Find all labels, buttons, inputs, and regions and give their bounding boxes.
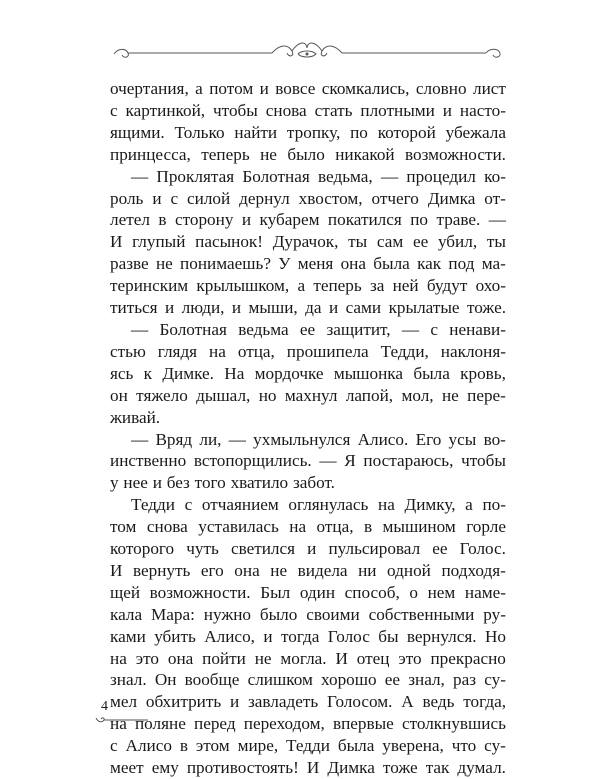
text-line: И глупый пасынок! Дурачок, ты сам ее убил, ты [110, 232, 506, 252]
text-line: — Вряд ли, — ухмыльнулся Алисо. Его усы во- [131, 429, 506, 449]
text-line: титься и люди, и мыши, да и сами крылатые тоже. [110, 298, 506, 318]
text-line: с Алисо в этом мире, Тедди была уверена, что су- [110, 736, 506, 756]
text-line: на это она пойти не могла. И отец это прекрасно [110, 648, 506, 668]
text-line: кала Мара: нужно было своими собственными ру- [110, 604, 506, 624]
text-line: инственно встопорщились. — Я постараюсь, чтобы [110, 451, 506, 471]
text-line: мел обхитрить и завладеть Голосом. А ведь тогда, [110, 692, 506, 712]
text-line: том снова уставилась на отца, в мышином горле [110, 517, 506, 537]
text-line: — Болотная ведьма ее защитит, — с ненави- [131, 319, 506, 339]
text-line: — Проклятая Болотная ведьма, — процедил ко- [131, 166, 506, 186]
text-line: щей возможности. Был один способ, о нем наме- [110, 582, 506, 602]
footer-ornament [94, 712, 150, 726]
text-line: разве не понимаешь? У меня она была как под ма- [110, 254, 506, 274]
page-number: 4 [101, 699, 108, 714]
text-line: ясь к Димке. На мордочке мышонка была кровь, [110, 363, 506, 383]
text-line: ками убить Алисо, и тогда Голос бы вернулся. Но [110, 626, 506, 646]
text-line: стью глядя на отца, прошипела Тедди, наклоня- [110, 341, 506, 361]
text-line: очертания, а потом и вовсе скомкались, словно лист [110, 79, 506, 98]
text-line: на поляне перед переходом, впервые столкнувшись [110, 714, 506, 734]
text-line: он тяжело дышал, но махнул лапой, мол, не пере- [110, 385, 506, 405]
text-line: живай. [110, 407, 161, 427]
text-line: которого чуть светился и пульсировал ее Голос. [110, 539, 506, 559]
text-line: Тедди с отчаянием оглянулась на Димку, а по- [131, 495, 506, 515]
header-ornament [112, 38, 502, 64]
text-line: с картинкой, чтобы снова стать плотными и наcто- [110, 100, 506, 120]
text-line: ящими. Только найти тропку, по которой убежала [110, 122, 506, 142]
text-line: принцесса, теперь не было никакой возможности. [110, 144, 506, 164]
text-line: роль и с силой дернул хвостом, отчего Димка от- [110, 188, 506, 208]
text-line: И вернуть его она не видела ни одной подходя- [110, 560, 506, 580]
text-line: летел в сторону и кубарем покатился по траве. — [110, 210, 506, 230]
text-line: у нее и без того хватило забот. [110, 473, 335, 493]
text-line: меет ему противостоять! И Димка тоже так думал. [110, 758, 506, 778]
text-line: теринским крылышком, а теперь за ней будут охо- [110, 276, 506, 296]
page-text [110, 78, 506, 779]
text-line: знал. Он вообще слишком хорошо ее знал, раз су- [110, 670, 506, 690]
